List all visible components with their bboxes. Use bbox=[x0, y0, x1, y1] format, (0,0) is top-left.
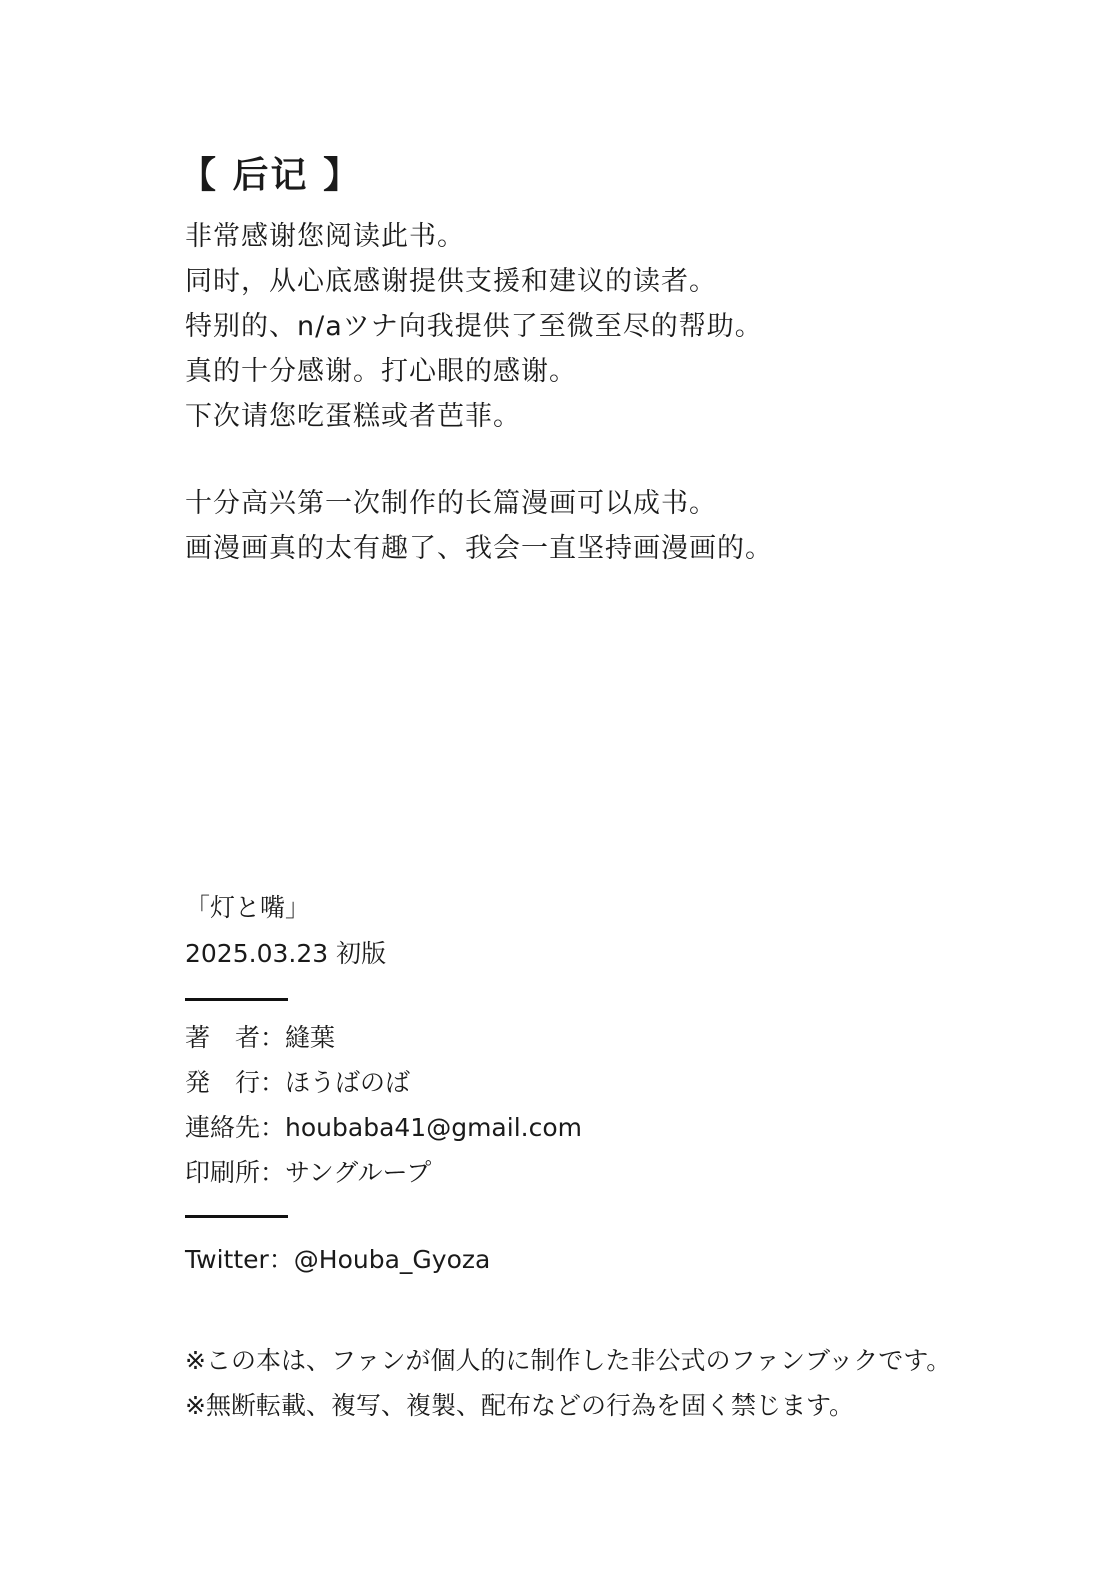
credit-contact bbox=[185, 1105, 582, 1150]
credit-value: サングループ bbox=[285, 1158, 432, 1187]
text-line: 特别的、n/aツナ向我提供了至微至尽的帮助。 bbox=[185, 311, 763, 342]
twitter-handle: Twitter：@Houba_Gyoza bbox=[185, 1245, 491, 1274]
credit-separator: ： bbox=[260, 1068, 286, 1097]
credit-value: 縫葉 bbox=[285, 1023, 336, 1052]
text-line: 下次请您吃蛋糕或者芭菲。 bbox=[185, 401, 521, 432]
divider bbox=[185, 1215, 288, 1218]
text-line: 非常感谢您阅读此书。 bbox=[185, 221, 465, 252]
notice-line: ※この本は、ファンが個人的に制作した非公式のファンブックです。 bbox=[185, 1346, 952, 1375]
colophon bbox=[185, 888, 582, 1280]
book-title: 「灯と嘴」 bbox=[185, 893, 311, 922]
divider bbox=[185, 998, 288, 1001]
text-line: 真的十分感谢。打心眼的感谢。 bbox=[185, 356, 577, 387]
text-line: 画漫画真的太有趣了、我会一直坚持画漫画的。 bbox=[185, 533, 773, 564]
credit-label: 著 者 bbox=[185, 1023, 261, 1052]
credit-publisher bbox=[185, 1060, 582, 1105]
afterword-title: 【 后记 】 bbox=[180, 155, 362, 196]
credit-author bbox=[185, 1015, 582, 1060]
credit-label: 発 行 bbox=[185, 1068, 261, 1097]
credit-separator: ： bbox=[260, 1023, 286, 1052]
notice-line: ※無断転載、複写、複製、配布などの行為を固く禁じます。 bbox=[185, 1391, 854, 1420]
credits-list bbox=[185, 1015, 582, 1195]
afterword-paragraph-1 bbox=[185, 214, 763, 439]
credit-label: 印刷所 bbox=[185, 1158, 261, 1187]
credit-separator: ： bbox=[260, 1113, 286, 1142]
credit-printer bbox=[185, 1150, 582, 1195]
credit-value: ほうばのば bbox=[285, 1068, 411, 1097]
afterword-paragraph-2 bbox=[185, 481, 773, 571]
text-line: 同时，从心底感谢提供支援和建议的读者。 bbox=[185, 266, 717, 297]
contact-email: houbaba41@gmail.com bbox=[285, 1113, 582, 1142]
notice bbox=[185, 1338, 951, 1428]
credit-separator: ： bbox=[260, 1158, 286, 1187]
credit-label: 連絡先 bbox=[185, 1113, 261, 1142]
edition-date: 2025.03.23 初版 bbox=[185, 939, 387, 968]
text-line: 十分高兴第一次制作的长篇漫画可以成书。 bbox=[185, 488, 717, 519]
